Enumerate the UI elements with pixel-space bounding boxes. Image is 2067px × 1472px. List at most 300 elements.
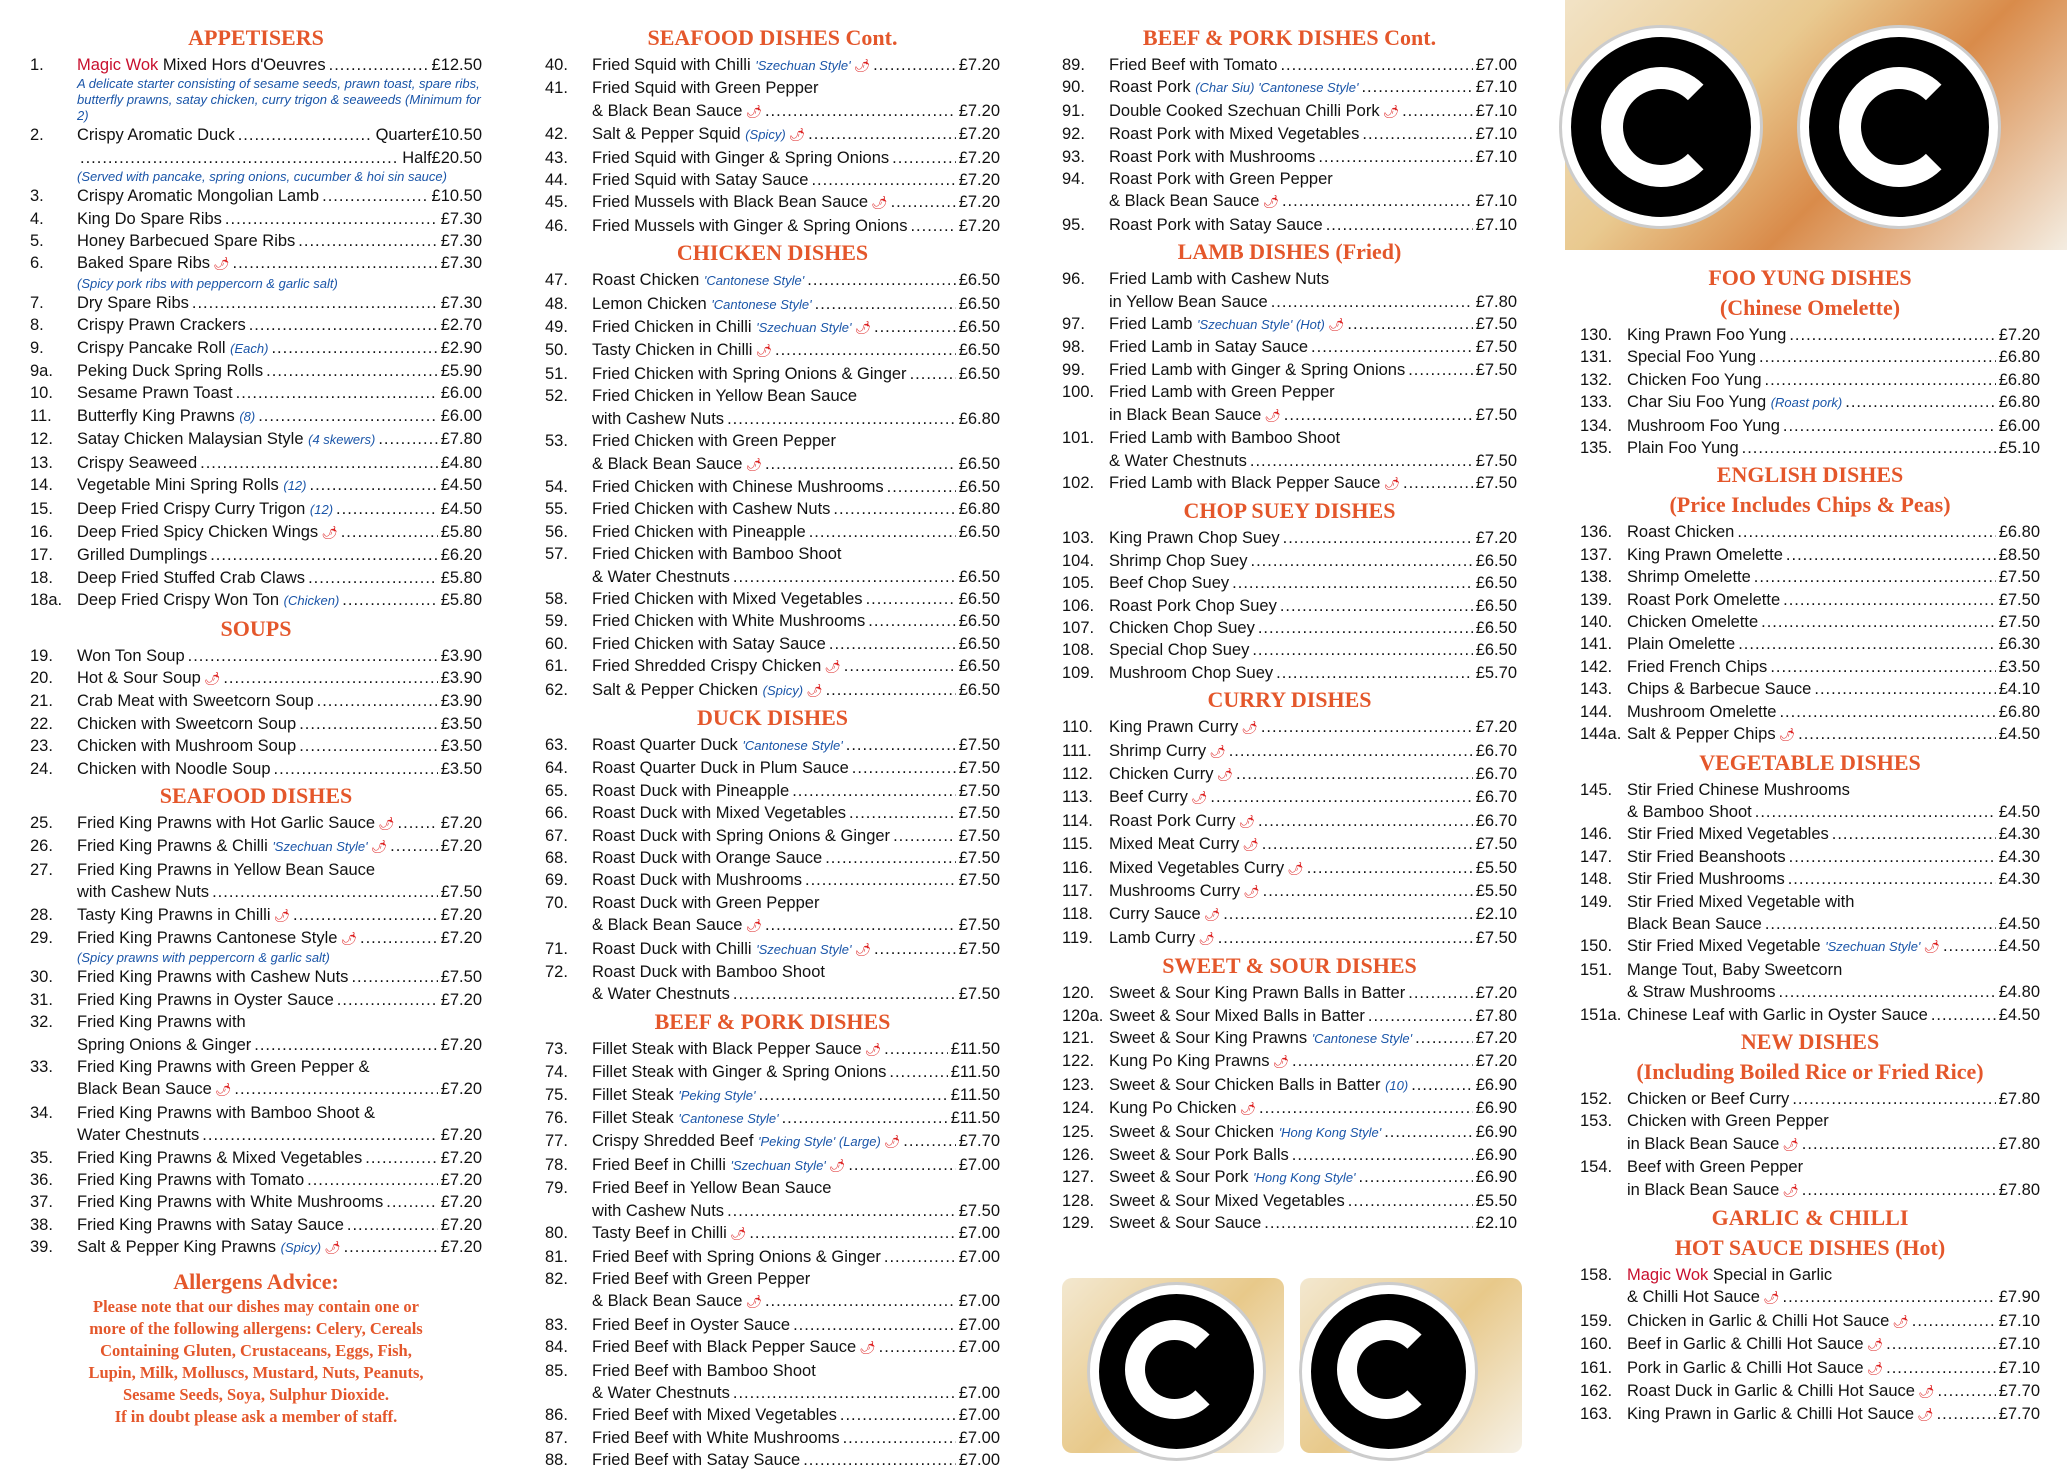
item-name-text: Salt & Pepper King Prawns: [77, 1238, 277, 1257]
item-line: [1109, 527, 1517, 549]
item-price: £5.90: [440, 362, 482, 381]
item-name-text: Fried Lamb with Bamboo Shoot: [1109, 429, 1341, 448]
item-name: [1109, 1144, 1289, 1166]
item-price: £5.80: [440, 522, 482, 541]
item-name-text: Crispy Aromatic Mongolian Lamb: [77, 187, 320, 206]
item-name-text: & Black Bean Sauce: [592, 1292, 743, 1311]
item-number: 53.: [545, 432, 568, 451]
chili-pepper-icon: 🌶: [1203, 907, 1221, 923]
item-price: £4.50: [1998, 802, 2040, 821]
item-name-text: Deep Fried Stuffed Crab Claws: [77, 568, 306, 587]
item-name-line2: [1627, 1133, 1799, 1156]
item-name: [77, 589, 339, 612]
section-title: SWEET & SOUR DISHES: [1162, 953, 1417, 979]
item-name-text: Stir Fried Chinese Mushrooms: [1627, 780, 1850, 799]
item-body: [77, 147, 482, 169]
item-name-text: Mushrooms Curry: [1109, 882, 1241, 900]
leader-dots: [903, 1130, 955, 1153]
item-name-text: Sweet & Sour Sauce: [1109, 1214, 1262, 1233]
item-name: [592, 892, 819, 914]
leader-dots: [322, 185, 428, 207]
leader-dots: [1359, 1166, 1473, 1189]
item-line: [77, 1011, 482, 1033]
menu-item: [1062, 880, 1517, 903]
item-line: [592, 610, 1000, 632]
leader-dots: [874, 938, 956, 961]
item-name-text: Chicken with Green Pepper: [1627, 1112, 1829, 1131]
item-number: 42.: [545, 125, 568, 144]
item-number: 98.: [1062, 338, 1085, 357]
section-title: BEEF & PORK DISHES: [654, 1008, 891, 1034]
item-line: [592, 734, 1000, 757]
item-number: 130.: [1580, 326, 1613, 344]
menu-item: [1580, 1403, 2040, 1426]
menu-item: [1062, 427, 1517, 472]
item-name-line2: [592, 566, 730, 588]
item-number: 101.: [1062, 429, 1095, 448]
item-name: [592, 780, 789, 802]
item-price: £7.50: [958, 735, 1000, 754]
item-line: [592, 1130, 1000, 1153]
item-price: £5.80: [440, 591, 482, 610]
item-number: 117.: [1062, 882, 1093, 900]
menu-item: [1062, 927, 1517, 950]
item-name-text: Fillet Steak: [592, 1085, 674, 1104]
leader-dots: [1229, 740, 1473, 763]
leader-dots: [1937, 1380, 1995, 1403]
item-number: 102.: [1062, 473, 1095, 492]
item-price: £7.20: [958, 125, 1000, 144]
item-body: [1627, 1264, 2040, 1310]
item-body: [1627, 521, 2040, 543]
item-line: [77, 1034, 482, 1056]
item-number: 151.: [1580, 960, 1613, 979]
item-line: [1627, 959, 2040, 981]
item-number: 125.: [1062, 1122, 1095, 1141]
leader-dots: [1886, 1333, 1996, 1356]
section-title: CHOP SUEY DISHES: [1183, 498, 1396, 524]
item-line: [1627, 913, 2040, 935]
menu-item: [1062, 572, 1517, 594]
item-number: 15.: [30, 499, 53, 518]
item-name: [77, 904, 290, 927]
leader-dots: [1348, 1190, 1473, 1212]
menu-item: [1580, 779, 2040, 824]
item-number: 1.: [30, 56, 44, 74]
leader-dots: [825, 847, 956, 869]
menu-item: [30, 452, 482, 474]
item-body: [77, 758, 482, 780]
leader-dots: [1765, 913, 1996, 935]
item-price: £7.50: [958, 804, 1000, 823]
item-name-text: Roast Pork with Green Pepper: [1109, 170, 1333, 189]
leader-dots: [1318, 146, 1472, 168]
item-name-text: Roast Pork Curry: [1109, 811, 1236, 830]
item-body: [592, 734, 1000, 757]
item-line: [1109, 168, 1517, 190]
item-name: [77, 314, 246, 336]
item-name-text: Fried Lamb with Ginger & Spring Onions: [1109, 360, 1406, 379]
chili-pepper-icon: 🌶: [1917, 1407, 1934, 1423]
item-name-text: Sweet & Sour Pork: [1109, 1168, 1249, 1187]
leader-dots: [1362, 123, 1472, 145]
item-line: [592, 316, 1000, 339]
item-price: £7.00: [958, 1247, 1000, 1266]
item-name-text: & Water Chestnuts: [592, 985, 730, 1004]
menu-item: [1062, 763, 1517, 786]
section-title: CHICKEN DISHES: [676, 240, 869, 266]
item-portion: Half: [402, 148, 432, 167]
item-name: [1627, 1004, 1928, 1026]
item-line: [1109, 1050, 1517, 1073]
allergens-heading: Allergens Advice:: [173, 1268, 339, 1294]
item-number: 43.: [545, 148, 568, 167]
item-name: [1109, 786, 1207, 809]
item-line: [1627, 1380, 2040, 1403]
menu-item: [30, 567, 482, 589]
item-number: 118.: [1062, 905, 1093, 924]
item-line: [77, 474, 482, 497]
leader-dots: [1832, 823, 1996, 845]
item-line: [1627, 701, 2040, 723]
item-price: £6.90: [1475, 1099, 1517, 1118]
item-name-text: Double Cooked Szechuan Chilli Pork: [1109, 101, 1380, 120]
item-name: [77, 452, 197, 474]
item-name: [592, 543, 841, 565]
item-price: £6.50: [1475, 596, 1517, 615]
item-body: [1109, 833, 1517, 856]
item-number: 116.: [1062, 858, 1093, 877]
menu-item: [1062, 810, 1517, 833]
leader-dots: [1845, 391, 1995, 414]
item-price: £2.90: [440, 338, 482, 357]
item-line: [77, 1147, 482, 1169]
item-price: £2.70: [440, 316, 482, 335]
leader-dots: [202, 1124, 437, 1146]
chili-pepper-icon: 🌶: [854, 320, 871, 336]
item-body: [1109, 927, 1517, 950]
menu-item: [1580, 1156, 2040, 1202]
item-body: [592, 1268, 1000, 1314]
item-line: [1627, 656, 2040, 678]
item-line: [1109, 617, 1517, 639]
item-line: [1109, 336, 1517, 358]
menu-item: [1062, 359, 1517, 381]
leader-dots: [223, 667, 437, 690]
menu-item: [545, 1404, 1000, 1426]
item-name: [77, 498, 333, 521]
item-name-text: Chicken with Mushroom Soup: [77, 737, 297, 756]
leader-dots: [1737, 521, 1995, 543]
menu-item: [545, 77, 1000, 123]
item-body: [77, 474, 482, 497]
item-name-text: Fried Squid with Chilli: [592, 56, 751, 74]
item-name: [77, 382, 233, 404]
item-price: £11.50: [950, 1109, 1000, 1128]
item-price: £7.30: [440, 254, 482, 273]
item-name: [1627, 589, 1780, 611]
item-body: [77, 859, 482, 904]
item-note: 'Hong Kong Style': [1278, 1124, 1382, 1140]
item-price: £7.20: [440, 1238, 482, 1257]
item-number: 128.: [1062, 1191, 1095, 1210]
item-line: [77, 521, 482, 544]
item-price: £12.50: [431, 56, 482, 74]
item-name-text: Fried Chicken in Yellow Bean Sauce: [592, 387, 858, 406]
item-name: [1109, 168, 1333, 190]
chili-pepper-icon: 🌶: [273, 907, 291, 923]
item-note: 'Szechuan Style': [756, 941, 852, 957]
menu-item: [30, 859, 482, 904]
item-name-text: Mange Tout, Baby Sweetcorn: [1627, 960, 1843, 979]
item-line: [1109, 450, 1517, 472]
item-body: [1109, 1190, 1517, 1212]
item-name: [592, 385, 857, 407]
menu-item: [545, 191, 1000, 214]
item-name: [77, 1236, 341, 1259]
item-number: 141.: [1580, 635, 1613, 654]
leader-dots: [274, 758, 438, 780]
item-line: [592, 825, 1000, 847]
item-name-text: Roast Pork Chop Suey: [1109, 596, 1277, 615]
menu-item: [545, 293, 1000, 316]
item-price: £6.50: [1475, 618, 1517, 637]
item-line: [592, 1360, 1000, 1382]
leader-dots: [826, 679, 956, 702]
item-name-text: Sesame Prawn Toast: [77, 384, 233, 403]
leader-dots: [1223, 903, 1472, 926]
item-number: 41.: [545, 79, 568, 98]
leader-dots: [1258, 617, 1473, 639]
item-price: £5.70: [1475, 663, 1517, 682]
item-number: [30, 147, 77, 169]
allergens-advice: [30, 1268, 482, 1428]
item-number: 22.: [30, 714, 53, 733]
leader-dots: [1250, 450, 1473, 472]
item-name: [1109, 639, 1249, 661]
item-name-text: Roast Duck in Garlic & Chilli Hot Sauce: [1627, 1382, 1915, 1401]
item-number: 152.: [1580, 1089, 1613, 1108]
item-price: £7.10: [1475, 125, 1517, 144]
item-price: £7.30: [440, 209, 482, 228]
leader-dots: [1263, 880, 1473, 903]
item-number: 19.: [30, 646, 53, 665]
item-price: £7.20: [958, 171, 1000, 190]
item-name: [1627, 678, 1811, 700]
menu-item: [545, 655, 1000, 678]
item-line: [592, 780, 1000, 802]
item-body: [77, 1191, 482, 1213]
leader-dots: [1783, 415, 1996, 437]
item-name: [1627, 1403, 1934, 1426]
leader-dots: [347, 1214, 438, 1236]
item-price: £6.50: [958, 341, 1000, 360]
item-price: £11.50: [950, 1063, 1000, 1082]
item-line: [77, 428, 482, 451]
menu-item: [1580, 1310, 2040, 1333]
item-name: [592, 521, 806, 543]
leader-dots: [1403, 472, 1473, 495]
item-name: [1627, 891, 1854, 913]
leader-dots: [1262, 833, 1473, 856]
item-name: [592, 1360, 816, 1382]
leader-dots: [782, 1107, 948, 1130]
item-name: [77, 1056, 370, 1078]
leader-dots: [1284, 404, 1473, 427]
item-body: [77, 1214, 482, 1236]
item-number: 49.: [545, 318, 568, 337]
item-name-text: Pork in Garlic & Chilli Hot Sauce: [1627, 1358, 1864, 1377]
item-price: £6.70: [1475, 811, 1517, 830]
item-name-text: Roast Duck with Orange Sauce: [592, 849, 823, 867]
menu-item: [1062, 982, 1517, 1004]
item-name: [592, 938, 871, 961]
leader-dots: [1232, 572, 1473, 594]
leader-dots: [258, 405, 437, 428]
item-line: [1109, 54, 1517, 76]
item-note: (12): [283, 478, 307, 494]
item-number: 2.: [30, 126, 44, 145]
item-price: £7.20: [440, 837, 482, 856]
item-number: 140.: [1580, 613, 1613, 632]
item-line: [1109, 214, 1517, 236]
item-name: [77, 292, 189, 314]
leader-dots: [336, 498, 438, 521]
item-name-text: Plain Omelette: [1627, 635, 1736, 654]
item-name: [1627, 369, 1762, 391]
item-number: 144a.: [1580, 725, 1622, 744]
item-body: [592, 869, 1000, 891]
item-price: £7.50: [958, 759, 1000, 778]
item-line: [592, 1222, 1000, 1245]
item-name: [77, 713, 296, 735]
item-name-text: Chicken or Beef Curry: [1627, 1089, 1790, 1108]
item-number: 121.: [1062, 1029, 1095, 1048]
item-body: [77, 989, 482, 1011]
leader-dots: [1765, 369, 1996, 391]
item-name-text: Fried King Prawns with Tomato: [77, 1171, 305, 1190]
menu-item: [545, 892, 1000, 938]
item-line: [1627, 437, 2040, 459]
item-name-text: Plain Foo Yung: [1627, 439, 1739, 458]
item-body: [1627, 891, 2040, 936]
menu-item: [1062, 716, 1517, 739]
leader-dots: [1252, 639, 1472, 661]
section-title: CURRY DISHES: [1207, 687, 1372, 713]
item-number: 105.: [1062, 574, 1095, 593]
item-name: [1109, 381, 1335, 403]
item-number: 34.: [30, 1103, 53, 1122]
item-name: [77, 1102, 375, 1124]
leader-dots: [225, 208, 438, 230]
item-price: £7.10: [1998, 1335, 2040, 1354]
item-name: [1627, 1310, 1909, 1333]
item-line: [592, 679, 1000, 702]
item-number: 132.: [1580, 370, 1613, 389]
item-name: [592, 1154, 845, 1177]
item-name: [1109, 214, 1323, 236]
item-price: £7.20: [1475, 529, 1517, 548]
leader-dots: [293, 904, 438, 927]
leader-dots: [1779, 981, 1996, 1003]
item-body: [1109, 1144, 1517, 1166]
leader-dots: [1311, 336, 1473, 358]
chili-pepper-icon: 🌶: [755, 343, 772, 359]
leader-dots: [234, 1078, 437, 1101]
item-name-text: Crispy Prawn Crackers: [77, 316, 246, 335]
item-name-text: Spring Onions & Ginger: [77, 1035, 252, 1054]
item-line: [1109, 662, 1517, 684]
allergens-line: more of the following allergens: Celery, Cereals: [89, 1318, 423, 1338]
item-name: [592, 961, 825, 983]
item-name: [1627, 779, 1850, 801]
item-price: £7.50: [958, 849, 1000, 867]
leader-dots: [873, 54, 956, 77]
item-name-text: Chips & Barbecue Sauce: [1627, 680, 1812, 699]
item-name: [77, 989, 334, 1011]
leader-dots: [1415, 1027, 1473, 1050]
item-number: 7.: [30, 293, 44, 312]
menu-item: [30, 927, 482, 950]
item-line: [592, 430, 1000, 452]
item-price: £7.20: [440, 1171, 482, 1190]
item-line: [1627, 1004, 2040, 1026]
item-name: [1627, 723, 1795, 746]
item-name-text: Vegetable Mini Spring Rolls: [77, 476, 279, 495]
item-price: £5.50: [1475, 1191, 1517, 1210]
item-note: 'Szechuan Style': [755, 58, 851, 73]
menu-item: [545, 757, 1000, 779]
item-line: [1627, 1264, 2040, 1286]
item-line: [1627, 779, 2040, 801]
item-number: 162.: [1580, 1382, 1613, 1401]
item-price: £6.50: [958, 634, 1000, 653]
item-name-text: Beef Chop Suey: [1109, 574, 1230, 593]
chili-pepper-icon: 🌶: [1383, 475, 1400, 491]
leader-dots: [848, 1154, 955, 1177]
section-title: SOUPS: [220, 615, 292, 641]
leader-dots: [1738, 633, 1995, 655]
item-name-text: Stir Fried Mixed Vegetable with: [1627, 892, 1855, 911]
leader-dots: [809, 521, 956, 543]
leader-dots: [1789, 846, 1996, 868]
item-number: 5.: [30, 232, 44, 251]
item-body: [77, 452, 482, 474]
item-note: (Spicy): [745, 127, 786, 143]
item-price: £7.20: [440, 990, 482, 1009]
menu-item: [1062, 1166, 1517, 1189]
item-line: [1109, 404, 1517, 427]
menu-item: [1062, 857, 1517, 880]
leader-dots: [1292, 1050, 1473, 1073]
item-body: [1627, 1110, 2040, 1156]
item-number: 111.: [1062, 741, 1092, 760]
item-body: [77, 713, 482, 735]
item-name: [1109, 146, 1315, 168]
item-body: [592, 498, 1000, 520]
item-body: [1109, 146, 1517, 168]
item-name: [592, 169, 808, 191]
allergens-line: Lupin, Milk, Molluscs, Mustard, Nuts, Peanuts,: [88, 1362, 424, 1382]
leader-dots: [808, 123, 956, 146]
item-body: [592, 316, 1000, 339]
menu-item: [30, 498, 482, 521]
item-body: [77, 428, 482, 451]
item-body: [77, 54, 482, 76]
item-price: £7.20: [1998, 326, 2040, 344]
item-name-text: Mixed Meat Curry: [1109, 835, 1240, 854]
item-number: 131.: [1580, 348, 1613, 367]
